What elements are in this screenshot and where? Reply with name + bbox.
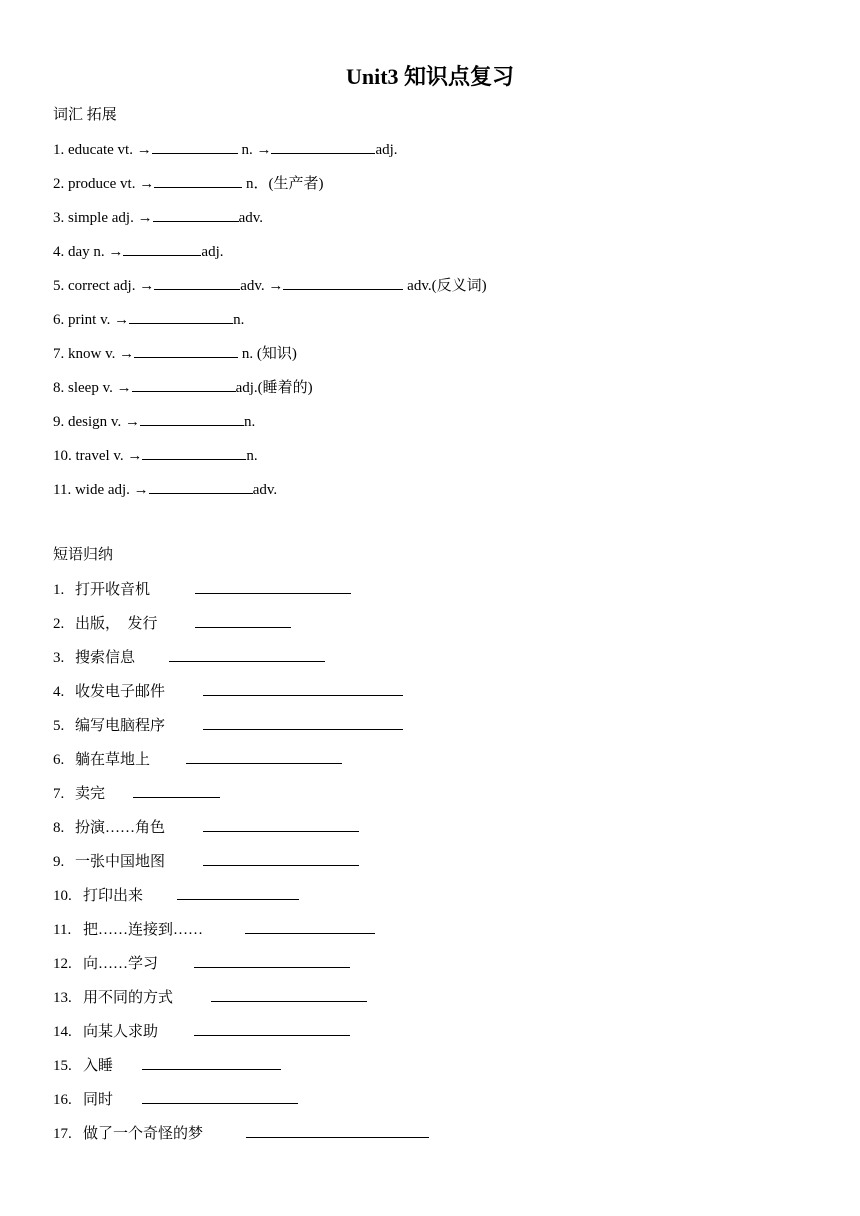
item-number: 6. [53,752,65,768]
item-number: 4. [53,684,65,700]
vocab-item [53,241,224,262]
answer-blank[interactable] [149,479,253,494]
answer-blank[interactable] [129,309,233,324]
item-number: 10. [53,448,72,464]
vocab-item [53,343,297,364]
phrase-item [53,1123,429,1144]
item-number: 2. [53,176,65,192]
phrase-item [53,579,351,600]
item-prompt: sleep v. → [68,380,132,396]
item-number: 10. [53,888,72,904]
phrase-text: 编写电脑程序 [75,718,166,734]
item-prompt: simple adj. → [68,210,153,226]
answer-blank[interactable] [152,139,238,154]
item-number: 12. [53,956,72,972]
phrase-text: 向某人求助 [83,1024,159,1040]
phrase-item [53,681,403,702]
item-suffix: adv. [252,482,278,498]
item-suffix: n. [243,414,256,430]
answer-blank[interactable] [140,411,244,426]
answer-blank[interactable] [123,241,201,256]
answer-blank[interactable] [177,885,299,900]
item-prompt: correct adj. → [68,278,155,294]
item-number: 16. [53,1092,72,1108]
item-number: 15. [53,1058,72,1074]
item-suffix: n. [233,312,245,328]
phrase-text: 躺在草地上 [75,752,151,768]
item-prompt: travel v. → [75,448,143,464]
vocab-item [53,173,323,194]
vocab-item [53,139,398,160]
item-number: 14. [53,1024,72,1040]
answer-blank[interactable] [203,817,359,832]
vocab-item [53,207,263,228]
phrase-text: 做了一个奇怪的梦 [83,1126,204,1142]
phrase-item [53,783,220,804]
phrase-item [53,987,367,1008]
item-suffix: adv. → [240,278,284,294]
item-number: 13. [53,990,72,1006]
phrases-heading: 短语归纳 [53,547,114,563]
answer-blank[interactable] [142,445,246,460]
item-number: 1. [53,582,65,598]
item-number: 1. [53,142,65,158]
answer-blank[interactable] [169,647,325,662]
item-prompt: wide adj. → [74,482,149,498]
item-number: 3. [53,650,65,666]
answer-blank[interactable] [203,681,403,696]
item-number: 7. [53,346,65,362]
vocab-heading: 词汇 拓展 [53,107,117,123]
item-number: 5. [53,278,65,294]
answer-blank[interactable] [195,613,291,628]
vocab-item [53,377,313,398]
item-prompt: day n. → [68,244,124,260]
item-suffix: n．(生产者) [245,176,324,192]
item-suffix: adj.(睡着的) [235,380,313,396]
item-number: 5. [53,718,65,734]
answer-blank[interactable] [154,275,240,290]
item-suffix: adv.(反义词) [407,278,487,294]
phrase-item [53,1055,281,1076]
vocab-item [53,445,258,466]
phrase-text: 卖完 [75,786,106,802]
phrase-item [53,613,291,634]
item-suffix: adv. [238,210,264,226]
phrase-text: 出版， 发行 [75,616,158,632]
phrase-item [53,953,350,974]
vocab-item [53,411,255,432]
item-number: 8. [53,820,65,836]
item-number: 7. [53,786,65,802]
phrase-text: 用不同的方式 [83,990,174,1006]
answer-blank[interactable] [134,343,238,358]
item-number: 17. [53,1126,72,1142]
item-number: 8. [53,380,65,396]
answer-blank[interactable] [245,919,375,934]
vocab-item [53,309,244,330]
answer-blank[interactable] [132,377,236,392]
item-suffix: n. (知识) [241,346,297,362]
phrase-item [53,1089,298,1110]
item-prompt: print v. → [68,312,130,328]
item-suffix: adj. [201,244,224,260]
item-prompt: design v. → [68,414,140,430]
item-number: 2. [53,616,65,632]
phrase-item [53,749,342,770]
vocab-item [53,479,277,500]
phrase-text: 打印出来 [83,888,144,904]
answer-blank[interactable] [203,851,359,866]
answer-blank[interactable] [142,1089,298,1104]
item-number: 9. [53,414,65,430]
item-number: 9. [53,854,65,870]
phrase-item [53,851,359,872]
answer-blank[interactable] [194,953,350,968]
item-prompt: educate vt. → [68,142,152,158]
phrase-item [53,919,375,940]
answer-blank[interactable] [154,173,242,188]
answer-blank[interactable] [211,987,367,1002]
answer-blank[interactable] [203,715,403,730]
item-number: 4. [53,244,65,260]
phrase-text: 扮演……角色 [75,820,166,836]
item-number: 6. [53,312,65,328]
phrase-item [53,715,403,736]
phrase-text: 向……学习 [83,956,159,972]
answer-blank[interactable] [186,749,342,764]
phrase-text: 把……连接到…… [83,922,204,938]
answer-blank[interactable] [283,275,403,290]
phrase-text: 一张中国地图 [75,854,166,870]
phrase-text: 同时 [83,1092,114,1108]
item-prompt: know v. → [68,346,135,362]
answer-blank[interactable] [194,1021,350,1036]
answer-blank[interactable] [271,139,375,154]
phrase-text: 收发电子邮件 [75,684,166,700]
item-suffix: n. [246,448,258,464]
vocab-item [53,275,487,296]
item-number: 3. [53,210,65,226]
phrase-item [53,1021,350,1042]
phrase-text: 入睡 [83,1058,114,1074]
answer-blank[interactable] [133,783,220,798]
item-prompt: produce vt. → [68,176,155,192]
phrase-text: 搜索信息 [75,650,136,666]
phrase-item [53,817,359,838]
answer-blank[interactable] [195,579,351,594]
answer-blank[interactable] [246,1123,429,1138]
item-number: 11. [53,482,72,498]
answer-blank[interactable] [142,1055,281,1070]
page-title: Unit3 知识点复习 [345,64,515,89]
item-suffix: n. → [241,142,272,158]
phrase-text: 打开收音机 [75,582,151,598]
phrase-item [53,885,299,906]
phrase-item [53,647,325,668]
item-suffix: adj. [375,142,398,158]
item-number: 11. [53,922,72,938]
answer-blank[interactable] [153,207,239,222]
